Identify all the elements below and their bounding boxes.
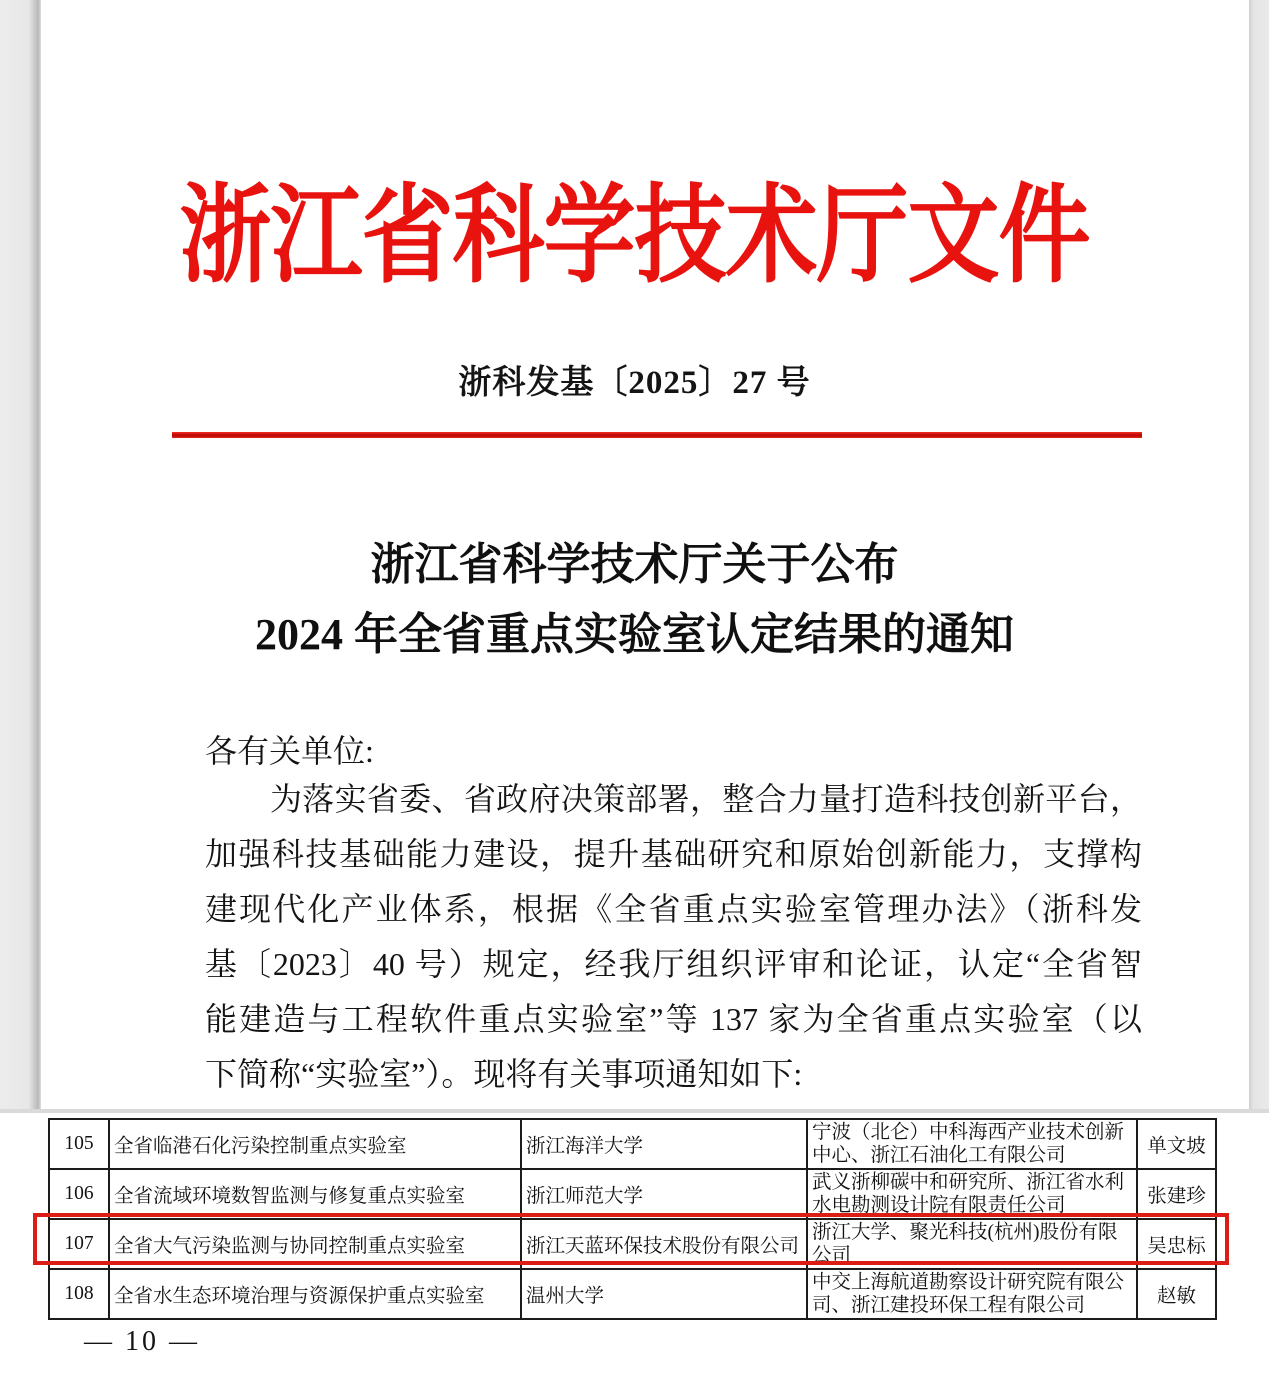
body-paragraph: [205, 772, 1142, 1102]
cell-partners: 中交上海航道勘察设计研究院有限公司、浙江建投环保工程有限公司: [807, 1269, 1137, 1319]
cell-partners: 宁波（北仑）中科海西产业技术创新中心、浙江石油化工有限公司: [807, 1119, 1137, 1169]
body-line: 基〔2023〕40 号）规定，经我厅组织评审和论证，认定“全省智: [205, 946, 1142, 982]
table-row: [49, 1119, 1216, 1169]
notice-title-line1: 浙江省科学技术厅关于公布: [370, 540, 899, 589]
cell-director: 张建珍: [1137, 1169, 1216, 1219]
cell-lab-name: 全省水生态环境治理与资源保护重点实验室: [109, 1269, 521, 1319]
body-line: 为落实省委、省政府决策部署，整合力量打造科技创新平台，: [270, 781, 1142, 817]
document-header-title: 浙江省科学技术厅文件: [179, 176, 1090, 295]
salutation: 各有关单位:: [205, 733, 374, 769]
section-seam-line: [0, 1109, 1269, 1113]
cell-row-number: 106: [49, 1169, 109, 1219]
cell-director: 单文坡: [1137, 1119, 1216, 1169]
cell-partners: 浙江大学、聚光科技(杭州)股份有限公司: [807, 1219, 1137, 1269]
cell-director: 赵敏: [1137, 1269, 1216, 1319]
table-row: [49, 1169, 1216, 1219]
cell-institution: 温州大学: [521, 1269, 807, 1319]
body-line: 建现代化产业体系，根据《全省重点实验室管理办法》（浙科发: [205, 891, 1142, 927]
cell-row-number: 108: [49, 1269, 109, 1319]
notice-title-line2: 2024 年全省重点实验室认定结果的通知: [255, 610, 1014, 659]
cell-institution: 浙江天蓝环保技术股份有限公司: [521, 1219, 807, 1269]
row-107-highlight-box: [33, 1213, 1229, 1265]
red-divider-rule: [172, 432, 1142, 438]
cell-lab-name: 全省临港石化污染控制重点实验室: [109, 1119, 521, 1169]
cell-row-number: 107: [49, 1219, 109, 1269]
body-line: 下简称“实验室”）。现将有关事项通知如下:: [205, 1056, 803, 1092]
cell-institution: 浙江海洋大学: [521, 1119, 807, 1169]
body-line: 加强科技基础能力建设，提升基础研究和原始创新能力，支撑构: [205, 836, 1142, 872]
cell-institution: 浙江师范大学: [521, 1169, 807, 1219]
cell-row-number: 105: [49, 1119, 109, 1169]
body-line: 能建造与工程软件重点实验室”等 137 家为全省重点实验室（以: [205, 1001, 1142, 1037]
cell-lab-name: 全省流域环境数智监测与修复重点实验室: [109, 1169, 521, 1219]
cell-director: 吴忠标: [1137, 1219, 1216, 1269]
page-number: — 10 —: [84, 1326, 200, 1357]
cell-partners: 武义浙柳碳中和研究所、浙江省水利水电勘测设计院有限责任公司: [807, 1169, 1137, 1219]
cell-lab-name: 全省大气污染监测与协同控制重点实验室: [109, 1219, 521, 1269]
table-row: [49, 1269, 1216, 1319]
document-number: 浙科发基〔2025〕27 号: [458, 365, 811, 401]
